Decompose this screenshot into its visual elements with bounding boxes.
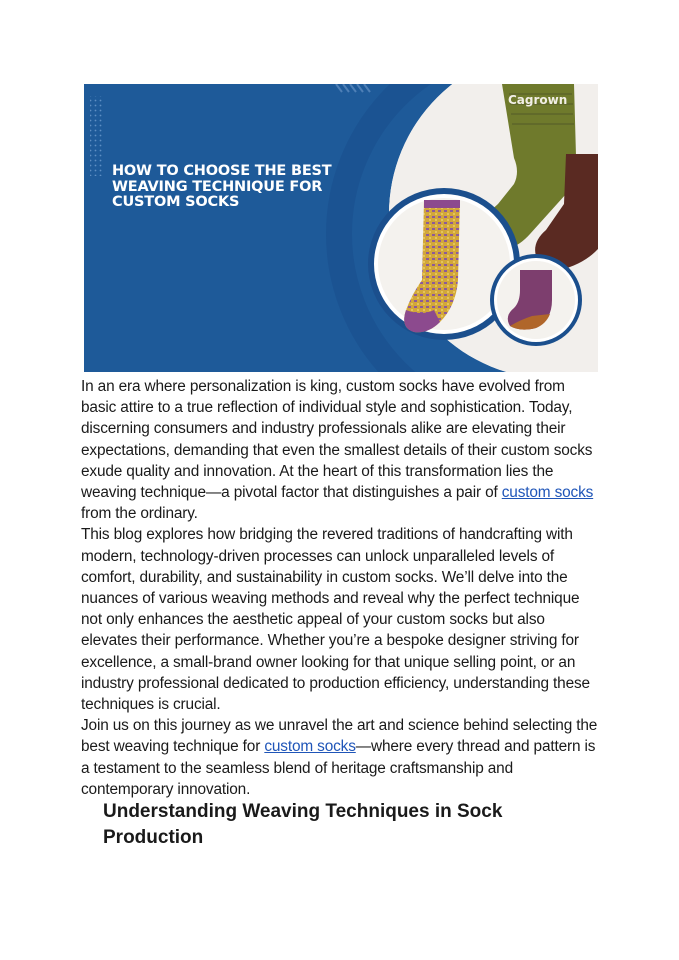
intro-paragraph: In an era where personalization is king, custom socks have evolved from basic attire to a true reflection of individual style and sophistication. Today, discerning consumers and industry professionals alike are elevating their expectations, demanding that even the smallest details of their custom socks exude quality and innovation. At the heart of this transformation lies the weaving technique—a pivotal factor that distinguishes a pair of custom socks from the ordinary. [81, 378, 594, 523]
article-body [81, 376, 601, 800]
dot-pattern [90, 96, 102, 176]
hero-banner [84, 84, 598, 372]
brand-logo-text: Cagrown [508, 93, 568, 107]
banner-illustration [84, 84, 598, 372]
explore-paragraph: This blog explores how bridging the revered traditions of handcrafting with modern, technology-driven processes can unlock unparalleled levels of comfort, durability, and sustainability in custom socks. We’ll delve into the nuances of various weaving methods and reveal why the perfect technique not only enhances the aesthetic appeal of your custom socks but also elevates their performance. Whether you’re a bespoke designer striving for excellence, a small-brand owner looking for that unique selling point, or an industry professional dedicated to production efficiency, understanding these techniques is crucial. [81, 526, 590, 714]
section-heading: Understanding Weaving Techniques in Sock Production [103, 801, 503, 848]
journey-paragraph: Join us on this journey as we unravel the art and science behind selecting the best weaving technique for custom socks—where every thread and pattern is a testament to the seamless blend of heritage craftsmanship and contemporary innovation. [81, 717, 598, 798]
custom-socks-link[interactable]: custom socks [264, 738, 356, 756]
custom-socks-link[interactable]: custom socks [501, 484, 594, 502]
banner-title: HOW TO CHOOSE THE BEST WEAVING TECHNIQUE FOR CUSTOM SOCKS [112, 163, 332, 210]
